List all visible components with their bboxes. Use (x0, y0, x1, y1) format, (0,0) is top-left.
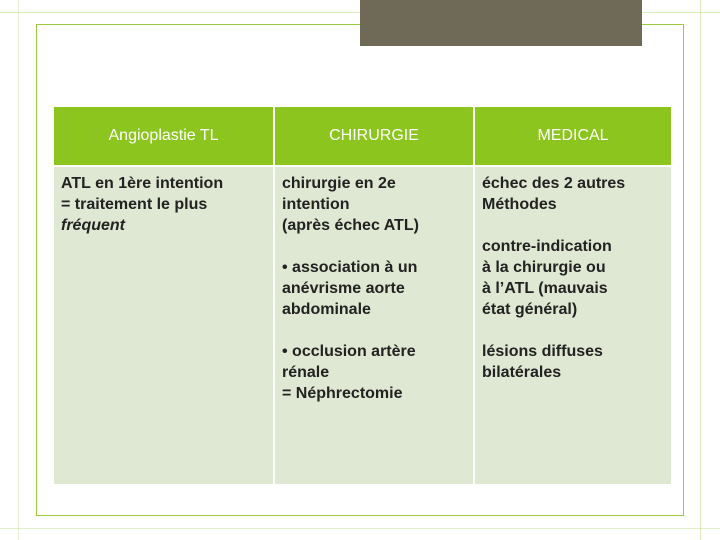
cell-text: contre-indication à la chirurgie ou à l’ATL (mauvais état général) (482, 238, 612, 318)
table-header-row (54, 107, 671, 166)
cell-text: • occlusion artère rénale = Néphrectomie (282, 343, 416, 402)
decorative-line (0, 528, 720, 529)
title-placeholder-block (360, 0, 642, 46)
cell-text: chirurgie en 2e intention (après échec ATL) (282, 175, 419, 234)
header-angioplastie: Angioplastie TL (54, 107, 274, 166)
cell-text: lésions diffuses bilatérales (482, 343, 603, 381)
cell-text: fréquent (61, 217, 125, 234)
cell-angioplastie (54, 166, 274, 484)
decorative-line (700, 0, 701, 540)
cell-text: ATL en 1ère intention (61, 175, 224, 192)
header-medical: MEDICAL (474, 107, 671, 166)
cell-chirurgie (274, 166, 474, 484)
decorative-line (18, 0, 19, 540)
cell-medical (474, 166, 671, 484)
cell-text: • association à un anévrisme aorte abdominale (282, 259, 418, 318)
comparison-table (54, 107, 671, 484)
table-row (54, 166, 671, 484)
cell-text: = traitement le plus (61, 196, 208, 213)
cell-text: échec des 2 autres Méthodes (482, 175, 626, 213)
header-chirurgie: CHIRURGIE (274, 107, 474, 166)
